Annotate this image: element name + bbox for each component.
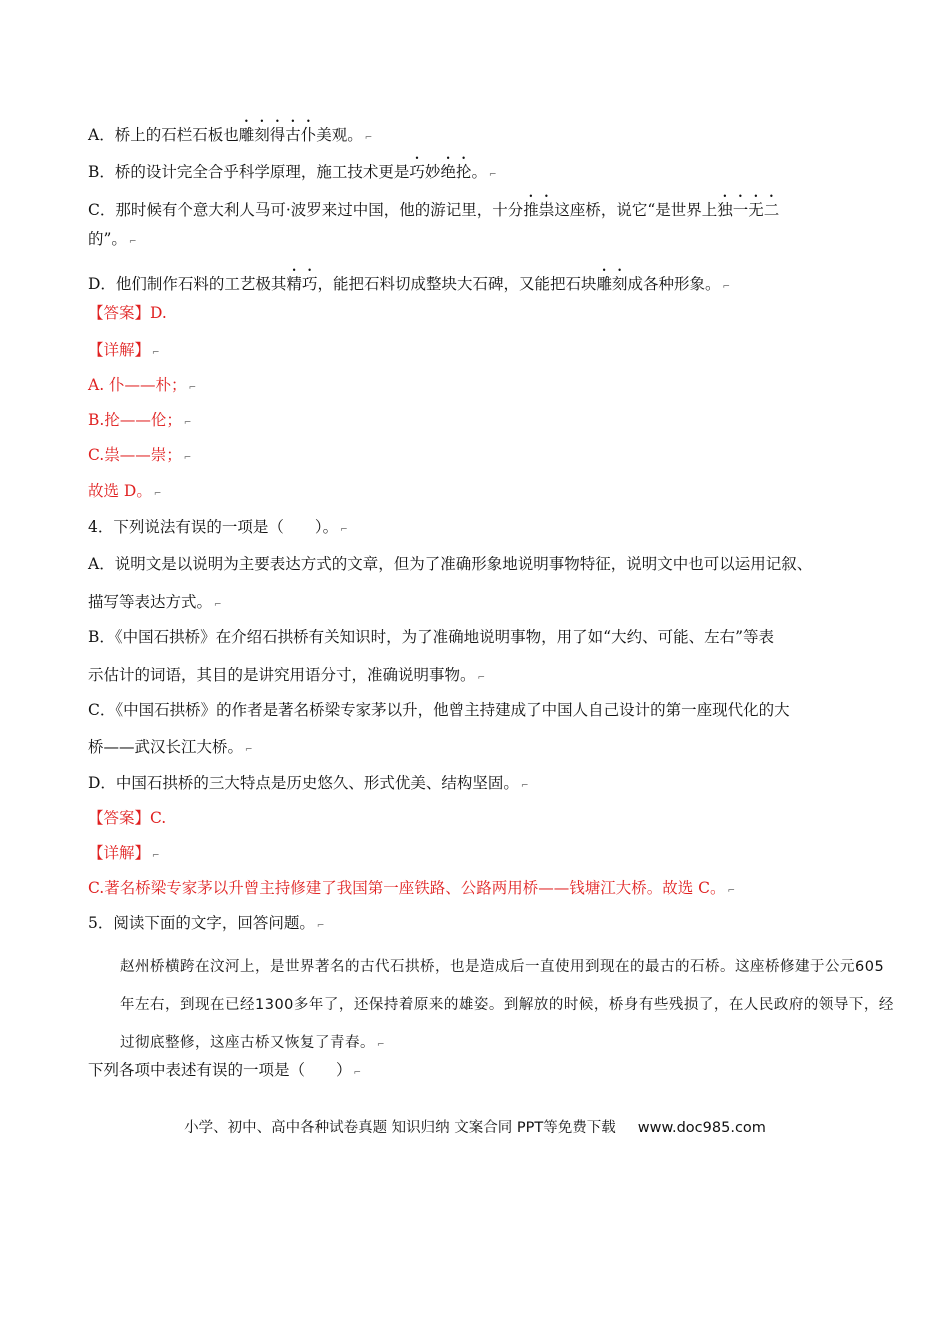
q4-option-c-line2: 桥——武汉长江大桥。 ⌐ <box>88 738 253 756</box>
q4-option-c-line1: C．《中国石拱桥》的作者是著名桥梁专家茅以升，他曾主持建成了中国人自己设计的第一座现代化的大 <box>88 701 790 719</box>
q4-explanation: C.著名桥梁专家茅以升曾主持修建了我国第一座铁路、公路两用桥——钱塘江大桥。故选 C。 ⌐ <box>88 879 736 897</box>
q4-option-b-line1: B．《中国石拱桥》在介绍石拱桥有关知识时，为了准确地说明事物，用了如“大约、可能、左右”等表 <box>88 628 774 646</box>
q3-option-a: A．桥上的石栏石板也雕刻得古仆美观。 ⌐ <box>88 126 373 144</box>
q4-option-a-line2: 描写等表达方式。 ⌐ <box>88 593 222 611</box>
q3-explanation-1: A. 仆——朴； ⌐ <box>88 376 197 394</box>
q3-explanation-2: B.抡——伦； ⌐ <box>88 411 192 429</box>
q5-passage: 赵州桥横跨在汶河上，是世界著名的古代石拱桥，也是造成后一直使用到现在的最古的石桥。这座桥修建于公元605年左右，到现在已经1300多年了，还保持着原来的雄姿。到解放的时候，桥身有些残损了，在人民政府的领导下，经过彻底整修，这座古桥又恢复了青春。 ⌐ <box>120 959 894 1051</box>
q4-detail-label: 【详解】 ⌐ <box>88 844 160 862</box>
q3-answer: 【答案】D. <box>88 304 167 322</box>
footer-text: 小学、初中、高中各种试卷真题 知识归纳 文案合同 PPT等免费下载 <box>184 1120 616 1136</box>
q3-explanation-3: C.祟——崇； ⌐ <box>88 446 192 464</box>
q4-option-b-line2: 示估计的词语，其目的是讲究用语分寸，准确说明事物。 ⌐ <box>88 666 486 684</box>
q4-answer: 【答案】C. <box>88 809 167 827</box>
q4-option-d: D．中国石拱桥的三大特点是历史悠久、形式优美、结构坚固。 ⌐ <box>88 774 529 792</box>
q4-stem: 4．下列说法有误的一项是（ ）。 ⌐ <box>88 518 348 536</box>
page-footer <box>0 1116 950 1137</box>
q3-detail-label: 【详解】 ⌐ <box>88 341 160 359</box>
q5-question: 下列各项中表述有误的一项是（ ） ⌐ <box>88 1061 362 1079</box>
footer-url[interactable]: www.doc985.com <box>637 1120 766 1136</box>
q5-stem: 5．阅读下面的文字，回答问题。 ⌐ <box>88 914 325 932</box>
q3-option-c-line2: 的”。 ⌐ <box>88 230 137 248</box>
q3-explanation-4: 故选 D。 ⌐ <box>88 482 162 500</box>
q3-option-c-line1: C．那时候有个意大利人马可·波罗来过中国，他的游记里，十分推祟这座桥，说它“是世界上独一无二 <box>88 201 780 219</box>
q4-option-a-line1: A．说明文是以说明为主要表达方式的文章，但为了准确形象地说明事物特征，说明文中也可以运用记叙、 <box>88 555 813 573</box>
q3-option-d: D．他们制作石料的工艺极其精巧，能把石料切成整块大石碑，又能把石块雕刻成各种形象。 ⌐ <box>88 275 731 293</box>
q3-option-b: B．桥的设计完全合乎科学原理，施工技术更是巧妙绝抡。 ⌐ <box>88 163 497 181</box>
